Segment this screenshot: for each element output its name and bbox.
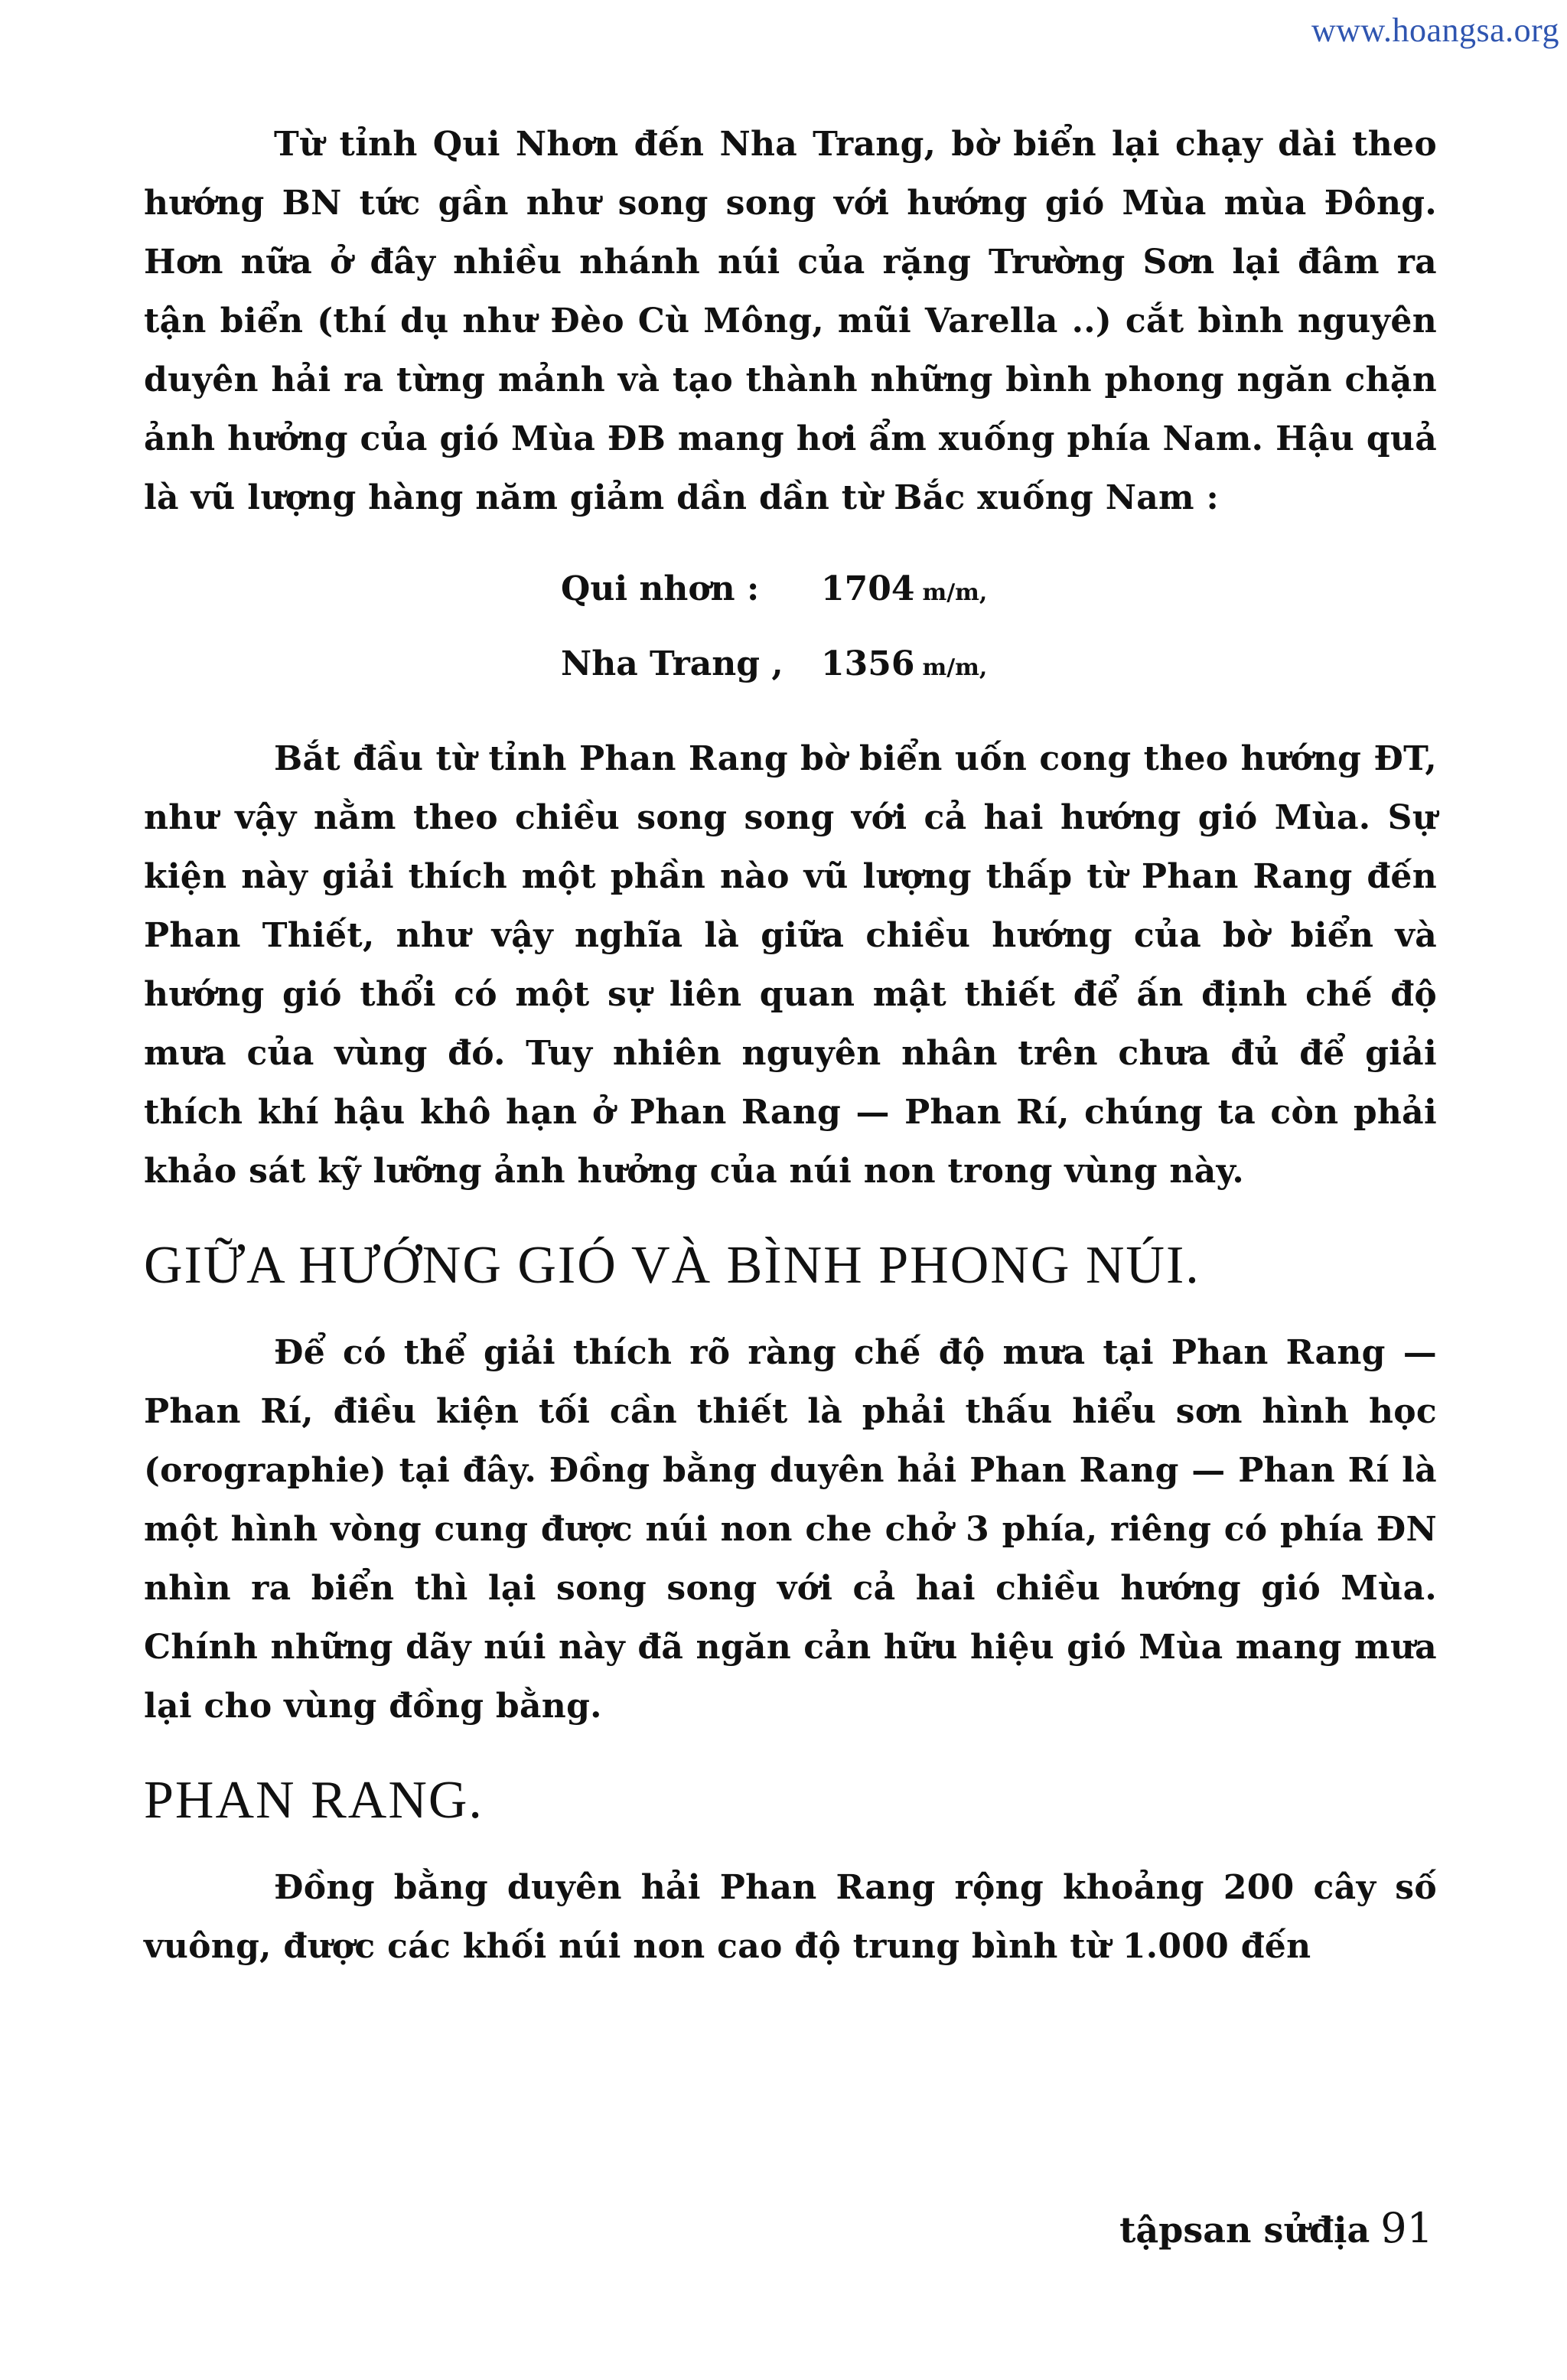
rainfall-value: 1704 <box>821 569 915 608</box>
rainfall-unit: m/m, <box>922 579 988 606</box>
rainfall-row-nha-trang <box>561 628 1437 703</box>
paragraph-phan-rang-plain: Đồng bằng duyên hải Phan Rang rộng khoảng 200 cây số vuông, được các khối núi non cao độ trung bình từ 1.000 đến <box>144 1868 1437 1966</box>
journal-name: tậpsan sửđịa <box>1119 2209 1370 2251</box>
rainfall-row-qui-nhon <box>561 553 1437 628</box>
page-footer <box>1119 2204 1433 2252</box>
section-heading-phan-rang: PHAN RANG. <box>144 1771 484 1830</box>
rainfall-place: Nha Trang , <box>561 644 784 683</box>
website-watermark: www.hoangsa.org <box>1311 11 1559 49</box>
section-heading-wind-mountain: GIỮA HƯỚNG GIÓ VÀ BÌNH PHONG NÚI. <box>144 1236 1200 1295</box>
paragraph-phan-rang-coast: Bắt đầu từ tỉnh Phan Rang bờ biển uốn cong theo hướng ĐT, như vậy nằm theo chiều song song với cả hai hướng gió Mùa. Sự kiện này giải thích một phần nào vũ lượng thấp từ Phan Rang đến Phan Thiết, như vậy nghĩa là giữa chiều hướng của bờ biển và hướng gió thổi có một sự liên quan mật thiết để ấn định chế độ mưa của vùng đó. Tuy nhiên nguyên nhân trên chưa đủ để giải thích khí hậu khô hạn ở Phan Rang — Phan Rí, chúng ta còn phải khảo sát kỹ lưỡng ảnh hưởng của núi non trong vùng này. <box>144 739 1437 1191</box>
rainfall-place: Qui nhơn : <box>561 569 760 608</box>
rainfall-list <box>144 553 1437 703</box>
rainfall-value: 1356 <box>821 644 915 683</box>
paragraph-coastline: Từ tỉnh Qui Nhơn đến Nha Trang, bờ biển lại chạy dài theo hướng BN tức gần như song song với hướng gió Mùa mùa Đông. Hơn nữa ở đây nhiều nhánh núi của rặng Trường Sơn lại đâm ra tận biển (thí dụ như Đèo Cù Mông, mũi Varella ..) cắt bình nguyên duyên hải ra từng mảnh và tạo thành những bình phong ngăn chặn ảnh hưởng của gió Mùa ĐB mang hơi ẩm xuống phía Nam. Hậu quả là vũ lượng hàng năm giảm dần dần từ Bắc xuống Nam : <box>144 125 1437 517</box>
page-body <box>144 115 1437 1976</box>
paragraph-orography: Để có thể giải thích rõ ràng chế độ mưa tại Phan Rang — Phan Rí, điều kiện tối cần thiết là phải thấu hiểu sơn hình học (orographie) tại đây. Đồng bằng duyên hải Phan Rang — Phan Rí là một hình vòng cung được núi non che chở 3 phía, riêng có phía ĐN nhìn ra biển thì lại song song với cả hai chiều hướng gió Mùa. Chính những dãy núi này đã ngăn cản hữu hiệu gió Mùa mang mưa lại cho vùng đồng bằng. <box>144 1333 1437 1726</box>
page-number: 91 <box>1380 2204 1433 2252</box>
rainfall-unit: m/m, <box>922 654 988 681</box>
